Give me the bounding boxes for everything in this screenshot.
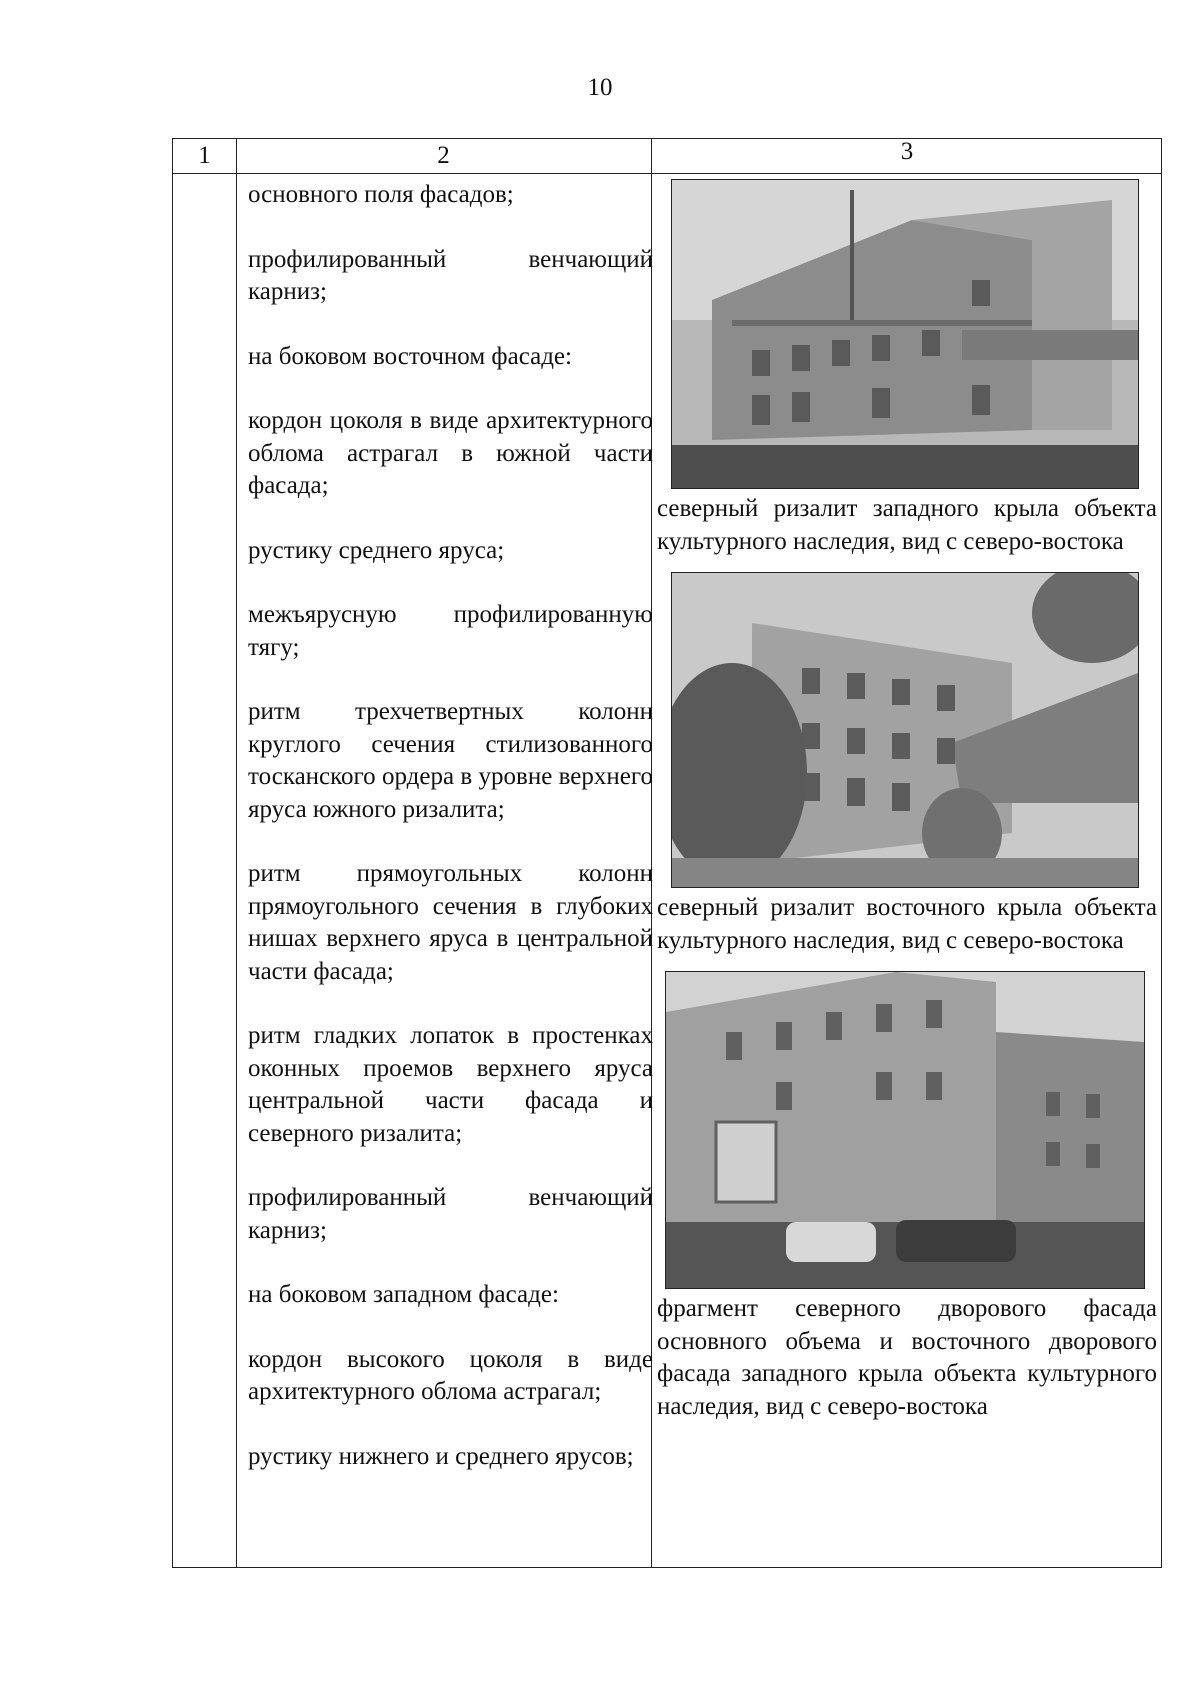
elements-description [248,179,653,1505]
column-divider [236,139,237,1567]
description-paragraph: межъярусную профилированную тягу; [248,601,653,661]
header-col-1: 1 [198,142,211,169]
description-paragraph: на боковом восточном фасаде: [248,342,572,370]
header-col-2: 2 [437,142,450,169]
photo-caption: фрагмент северного дворового фасада основного объема и восточного дворового фасада западного крыла объекта культурного наследия, вид с северо-востока [657,1295,1157,1420]
description-paragraph: профилированный венчающий карниз; [248,245,653,305]
photo-caption: северный ризалит восточного крыла объекта культурного наследия, вид с северо-востока [657,894,1157,954]
heritage-elements-table [172,138,1162,1568]
header-col-3: 3 [900,138,914,165]
description-paragraph: основного поля фасадов; [248,181,514,208]
description-paragraph: рустику среднего яруса; [248,536,505,564]
photo-east-wing [671,572,1139,888]
page-number: 10 [587,74,613,101]
photo-caption: северный ризалит западного крыла объекта культурного наследия, вид с северо-востока [657,495,1157,555]
photo-west-wing [671,179,1139,489]
description-paragraph: профилированный венчающий карниз; [248,1184,653,1244]
description-paragraph: на боковом западном фасаде: [248,1281,559,1308]
description-paragraph: ритм трехчетвертных колонн круглого сечения стилизованного тосканского ордера в уровне верхнего яруса южного ризалита; [248,698,653,823]
description-paragraph: ритм прямоугольных колонн прямоугольного сечения в глубоких нишах верхнего яруса в центральной части фасада; [248,860,653,985]
description-paragraph: ритм гладких лопаток в простенках оконных проемов верхнего яруса центральной части фасада и северного ризалита; [248,1022,653,1147]
description-paragraph: кордон высокого цоколя в виде архитектурного облома астрагал; [248,1345,653,1405]
description-paragraph: рустику нижнего и среднего ярусов; [248,1442,634,1470]
photo-column [657,179,1157,1423]
description-paragraph: кордон цоколя в виде архитектурного облома астрагал в южной части фасада; [248,407,653,499]
header-divider [173,173,1161,174]
photo-courtyard-facade [665,971,1145,1289]
